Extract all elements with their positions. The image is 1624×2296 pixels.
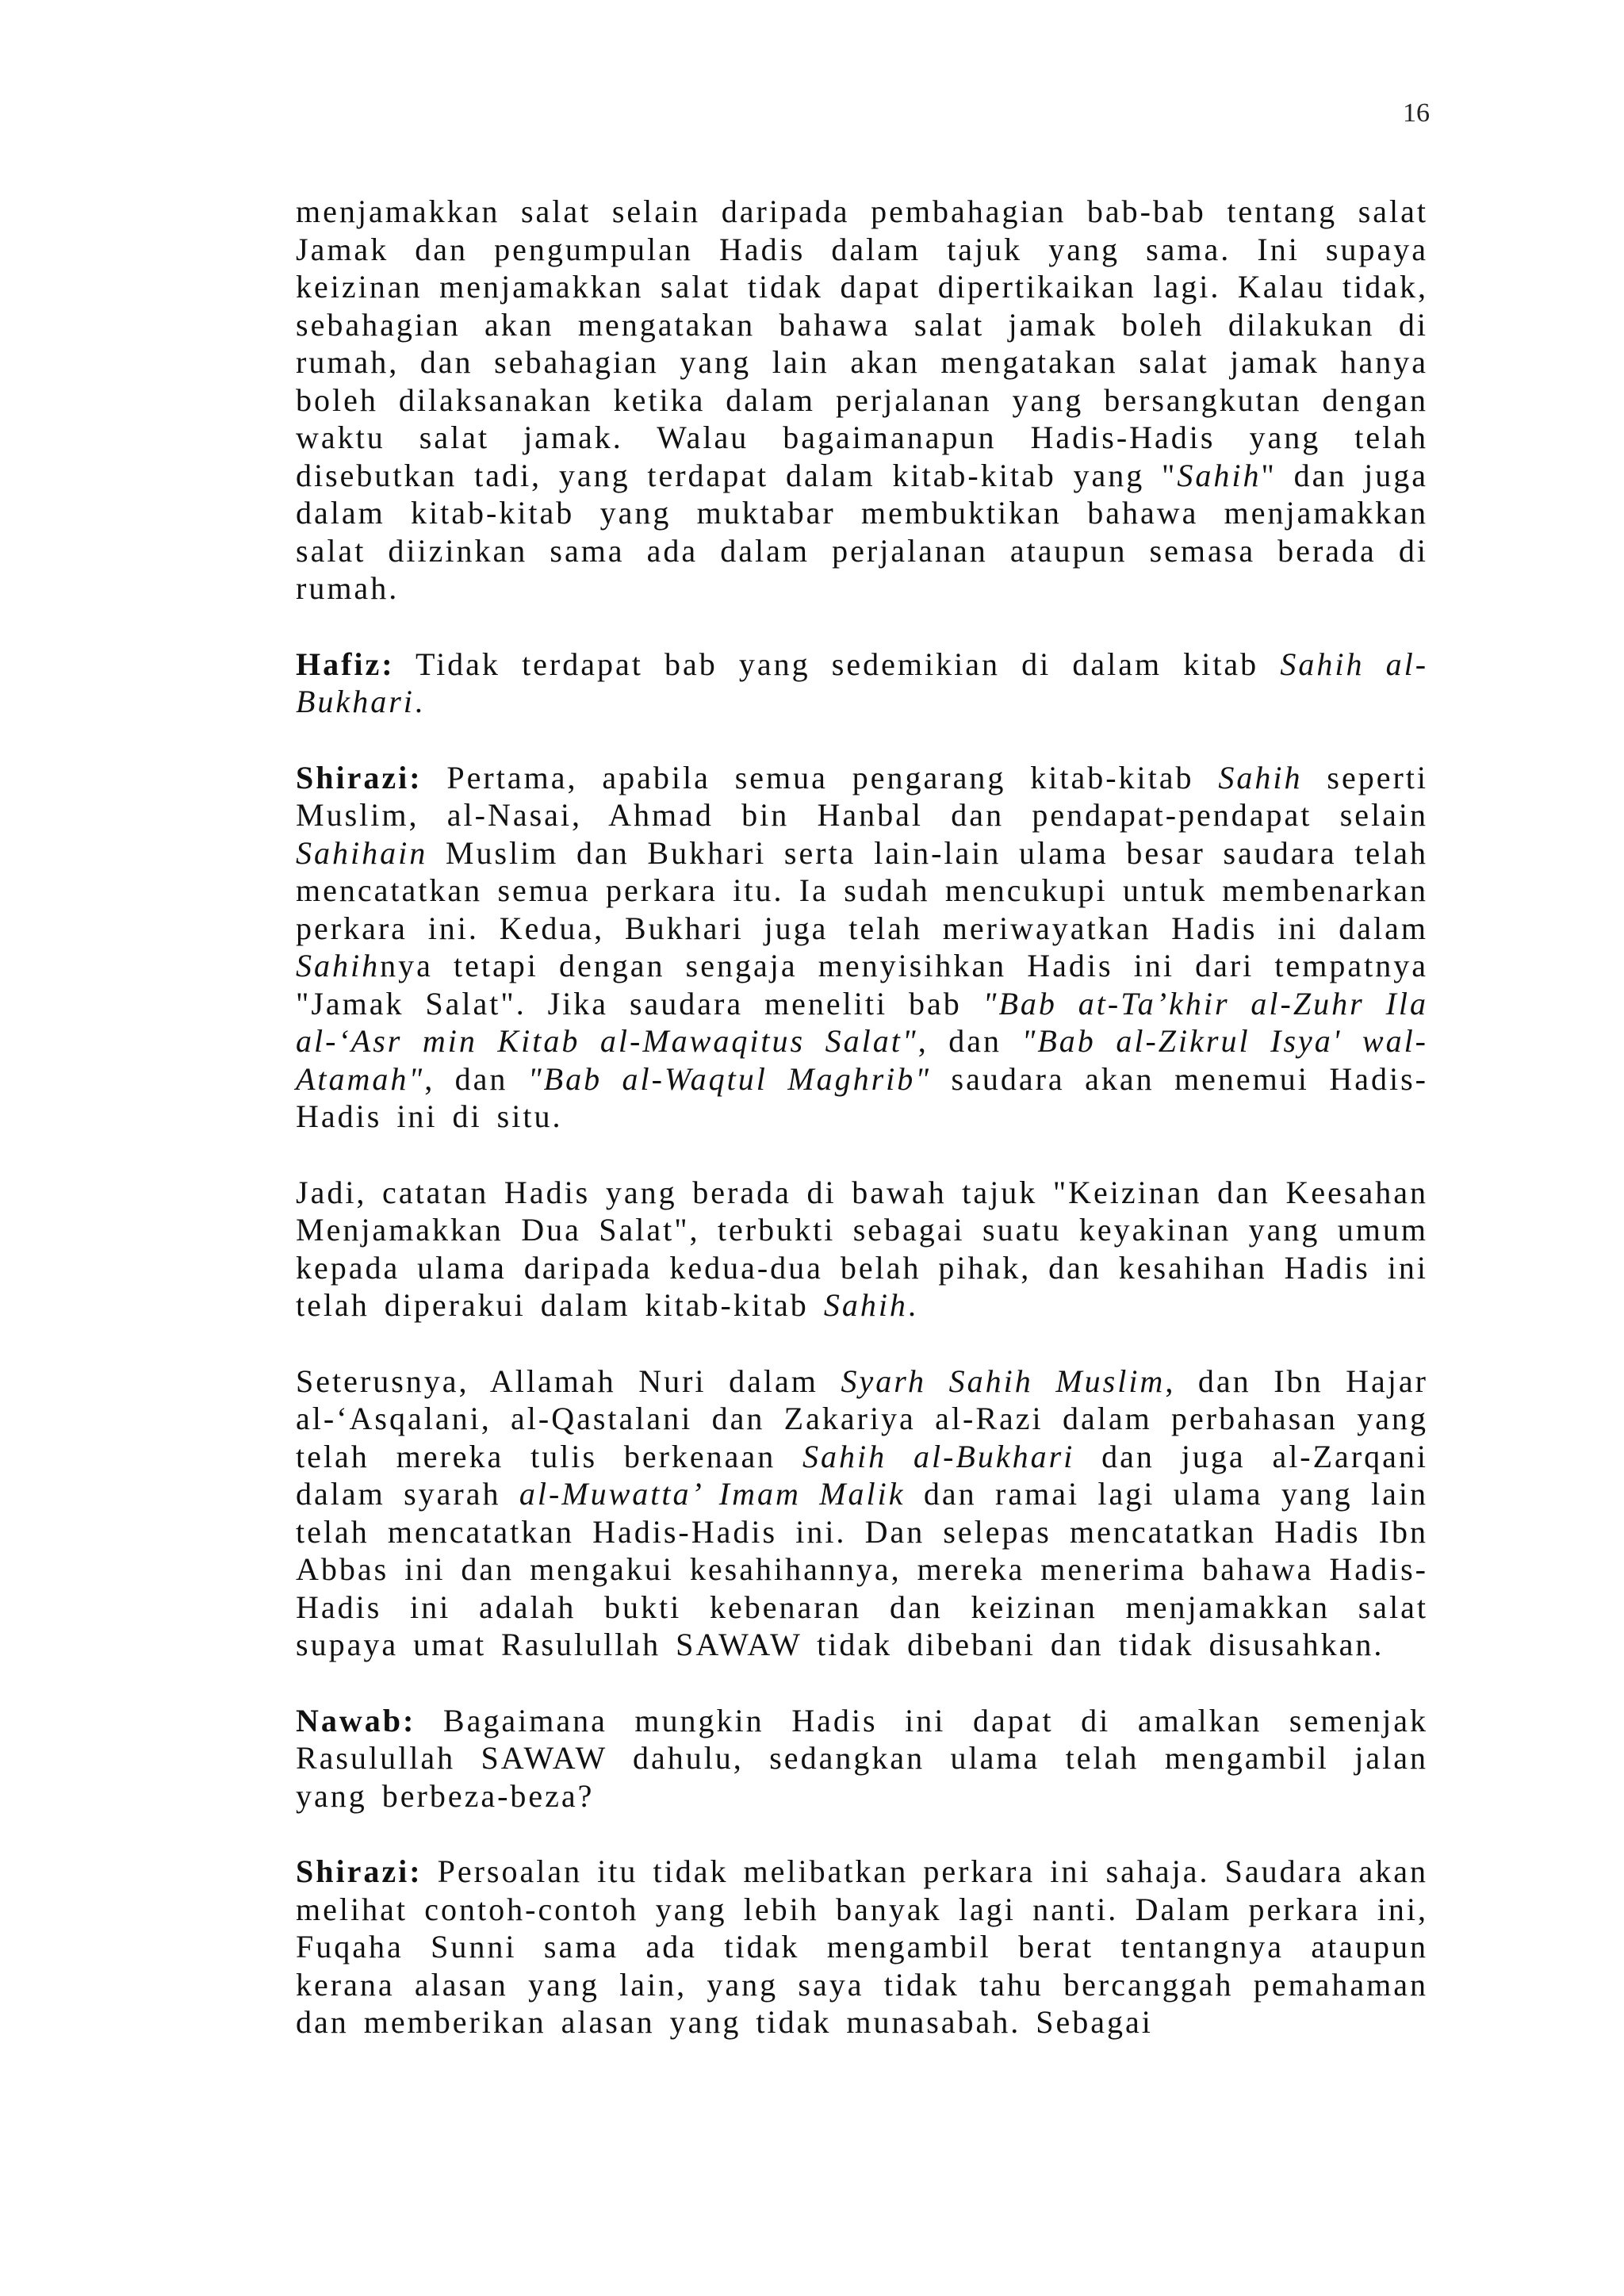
italic-text: Sahih al-Bukhari	[802, 1438, 1075, 1474]
text-run: saudara akan menemui Hadis-Hadis ini di situ.	[296, 1060, 1428, 1134]
paragraph	[296, 193, 1428, 608]
paragraph	[296, 759, 1428, 1136]
text-run: Tidak terdapat bab yang sedemikian di dalam kitab	[394, 646, 1281, 682]
paragraph	[296, 646, 1428, 721]
italic-text: Sahih	[1177, 457, 1262, 493]
text-run: .	[907, 1287, 918, 1323]
paragraph	[296, 1174, 1428, 1324]
text-run: Jadi, catatan Hadis yang berada di bawah tajuk "Keizinan dan Keesahan Menjamakkan Dua Salat", terbukti sebagai suatu keyakinan yang umum kepada ulama daripada kedua-dua belah pihak, dan kesahihan Hadis ini telah diperakui dalam kitab-kitab	[296, 1174, 1428, 1323]
speaker-label: Shirazi:	[296, 759, 423, 795]
italic-text: al-Muwatta’ Imam Malik	[519, 1476, 906, 1512]
italic-text: "Bab at-Ta’khir al-Zuhr Ila al-‘Asr min Kitab al-Mawaqitus Salat"	[296, 985, 1429, 1059]
italic-text: Sahih	[296, 948, 381, 983]
speaker-label: Nawab:	[296, 1702, 416, 1738]
speaker-label: Shirazi:	[296, 1853, 423, 1889]
text-run: Pertama, apabila semua pengarang kitab-kitab	[422, 759, 1219, 795]
text-run: menjamakkan salat selain daripada pembahagian bab-bab tentang salat Jamak dan pengumpulan Hadis dalam tajuk yang sama. Ini supaya keizinan menjamakkan salat tidak dapat dipertikaikan lagi. Kalau tidak, sebahagian akan mengatakan bahawa salat jamak boleh dilakukan di rumah, dan sebahagian yang lain akan mengatakan salat jamak hanya boleh dilaksanakan ketika dalam perjalanan yang bersangkutan dengan waktu salat jamak. Walau bagaimanapun Hadis-Hadis yang telah disebutkan tadi, yang terdapat dalam kitab-kitab yang "	[296, 194, 1428, 493]
text-run: Persoalan itu tidak melibatkan perkara ini sahaja. Saudara akan melihat contoh-contoh yang lebih banyak lagi nanti. Dalam perkara ini, Fuqaha Sunni sama ada tidak mengambil berat tentangnya ataupun kerana alasan yang lain, yang saya tidak tahu bercanggah pemahaman dan memberikan alasan yang tidak munasabah. Sebagai	[296, 1853, 1428, 2040]
text-run: dan juga al-Zarqani dalam syarah	[296, 1438, 1428, 1512]
italic-text: Syarh Sahih Muslim	[841, 1363, 1166, 1399]
italic-text: Sahihain	[296, 834, 428, 871]
speaker-label: Hafiz:	[296, 646, 395, 682]
text-run: Muslim dan Bukhari serta lain-lain ulama besar saudara telah mencatatkan semua perkara itu. Ia sudah mencukupi untuk membenarkan perkara ini. Kedua, Bukhari juga telah meriwayatkan Hadis ini dalam	[296, 834, 1428, 946]
italic-text: "Bab al-Waqtul Maghrib"	[527, 1060, 932, 1097]
text-run: nya tetapi dengan sengaja menyisihkan Hadis ini dari tempatnya "Jamak Salat". Jika saudara meneliti bab	[296, 948, 1428, 1022]
paragraph	[296, 1853, 1428, 2041]
italic-text: Sahih	[1218, 759, 1303, 795]
text-run: dan ramai lagi ulama yang lain telah mencatatkan Hadis-Hadis ini. Dan selepas mencatatkan Hadis Ibn Abbas ini dan mengakui kesahihannya, mereka menerima bahawa Hadis-Hadis ini adalah bukti kebenaran dan keizinan menjamakkan salat supaya umat Rasulullah SAWAW tidak dibebani dan tidak disusahkan.	[296, 1476, 1428, 1662]
text-run: Bagaimana mungkin Hadis ini dapat di amalkan semenjak Rasulullah SAWAW dahulu, sedangkan ulama telah mengambil jalan yang berbeza-beza?	[296, 1702, 1428, 1814]
italic-text: Sahih al-Bukhari	[296, 646, 1429, 719]
text-run: Seterusnya, Allamah Nuri dalam	[296, 1363, 841, 1399]
paragraph	[296, 1363, 1428, 1664]
text-run: .	[414, 684, 425, 719]
page-number: 16	[1403, 98, 1430, 128]
paragraph	[296, 1702, 1428, 1815]
text-run: , dan	[424, 1060, 528, 1097]
text-run: seperti Muslim, al-Nasai, Ahmad bin Hanbal dan pendapat-pendapat selain	[296, 759, 1429, 833]
text-run: " dan juga dalam kitab-kitab yang muktabar membuktikan bahawa menjamakkan salat diizinkan sama ada dalam perjalanan ataupun semasa berada di rumah.	[296, 457, 1428, 606]
body-text	[296, 193, 1428, 2079]
text-run: , dan Ibn Hajar al-‘Asqalani, al-Qastalani dan Zakariya al-Razi dalam perbahasan yang telah mereka tulis berkenaan	[296, 1363, 1428, 1474]
text-run: , dan	[917, 1023, 1022, 1059]
italic-text: Sahih	[823, 1287, 908, 1323]
italic-text: "Bab al-Zikrul Isya' wal-Atamah"	[296, 1023, 1429, 1097]
